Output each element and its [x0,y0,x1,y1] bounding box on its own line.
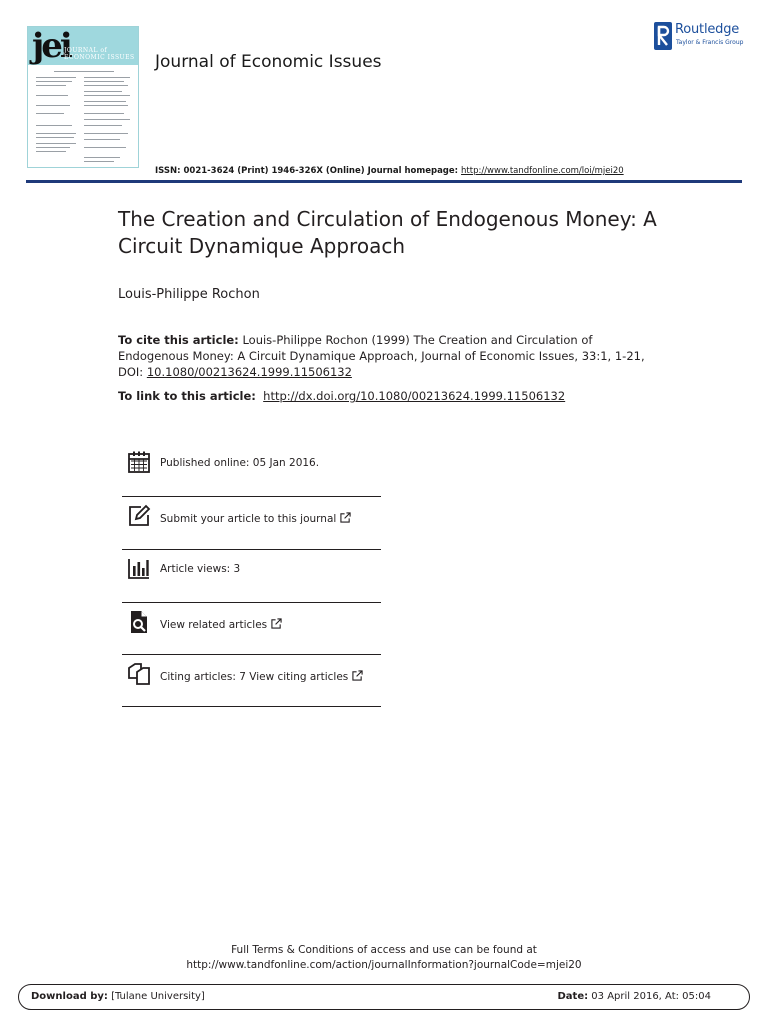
external-link-icon [271,618,282,629]
citation-block: To cite this article: Louis-Philippe Rochon (1999) The Creation and Circulation of Endogenous Money: A Circuit Dynamique Approach, Journal of Economic Issues, 33:1, 1-21, DOI: 10.1080/00213624.1999.11506132 [118,333,645,379]
edit-icon [127,504,151,528]
terms-notice: Full Terms & Conditions of access and use can be found at http://www.tandfonline.com/action/journalInformation?journalCode=mjei20 [0,943,768,973]
divider [122,549,381,550]
journal-title: Journal of Economic Issues [155,52,382,72]
article-doi-url[interactable]: http://dx.doi.org/10.1080/00213624.1999.11506132 [263,389,566,403]
article-link-block: To link to this article: http://dx.doi.org/10.1080/00213624.1999.11506132 [118,389,566,403]
calendar-icon [127,450,151,474]
divider [122,654,381,655]
download-info-bar [18,984,750,1010]
external-link-icon [352,670,363,681]
document-search-icon [127,610,151,634]
journal-homepage-link[interactable]: http://www.tandfonline.com/loi/mjei20 [461,166,624,176]
publisher-logo [654,22,750,50]
article-author: Louis-Philippe Rochon [118,287,260,302]
published-online-row: Published online: 05 Jan 2016. [122,450,381,480]
citing-articles-row[interactable]: Citing articles: 7 View citing articles [122,662,381,692]
cover-logo: jei [32,26,70,66]
routledge-r-icon [654,22,672,50]
download-date: Date: 03 April 2016, At: 05:04 [557,991,711,1002]
divider [122,496,381,497]
download-by: Download by: [Tulane University] [31,991,205,1002]
citing-documents-icon [127,662,151,686]
publisher-name: Routledge [675,22,740,37]
related-articles-row[interactable]: View related articles [122,610,381,640]
article-views-row: Article views: 3 [122,556,381,586]
external-link-icon [340,512,351,523]
cover-contents [36,71,132,165]
submit-article-row[interactable]: Submit your article to this journal [122,504,381,534]
bar-chart-icon [127,556,151,580]
divider [122,602,381,603]
cover-subtitle: JOURNAL of ECONOMIC ISSUES [64,47,135,61]
issn-line: ISSN: 0021-3624 (Print) 1946-326X (Online) Journal homepage: http://www.tandfonline.com/loi/mjei20 [155,166,624,176]
doi-link[interactable]: 10.1080/00213624.1999.11506132 [146,365,352,379]
publisher-group: Taylor & Francis Group [676,39,744,46]
journal-cover-thumbnail [27,26,139,168]
terms-url[interactable]: http://www.tandfonline.com/action/journalInformation?journalCode=mjei20 [186,959,582,971]
divider [122,706,381,707]
article-title: The Creation and Circulation of Endogenous Money: A Circuit Dynamique Approach [118,207,657,258]
header-rule [26,180,742,183]
